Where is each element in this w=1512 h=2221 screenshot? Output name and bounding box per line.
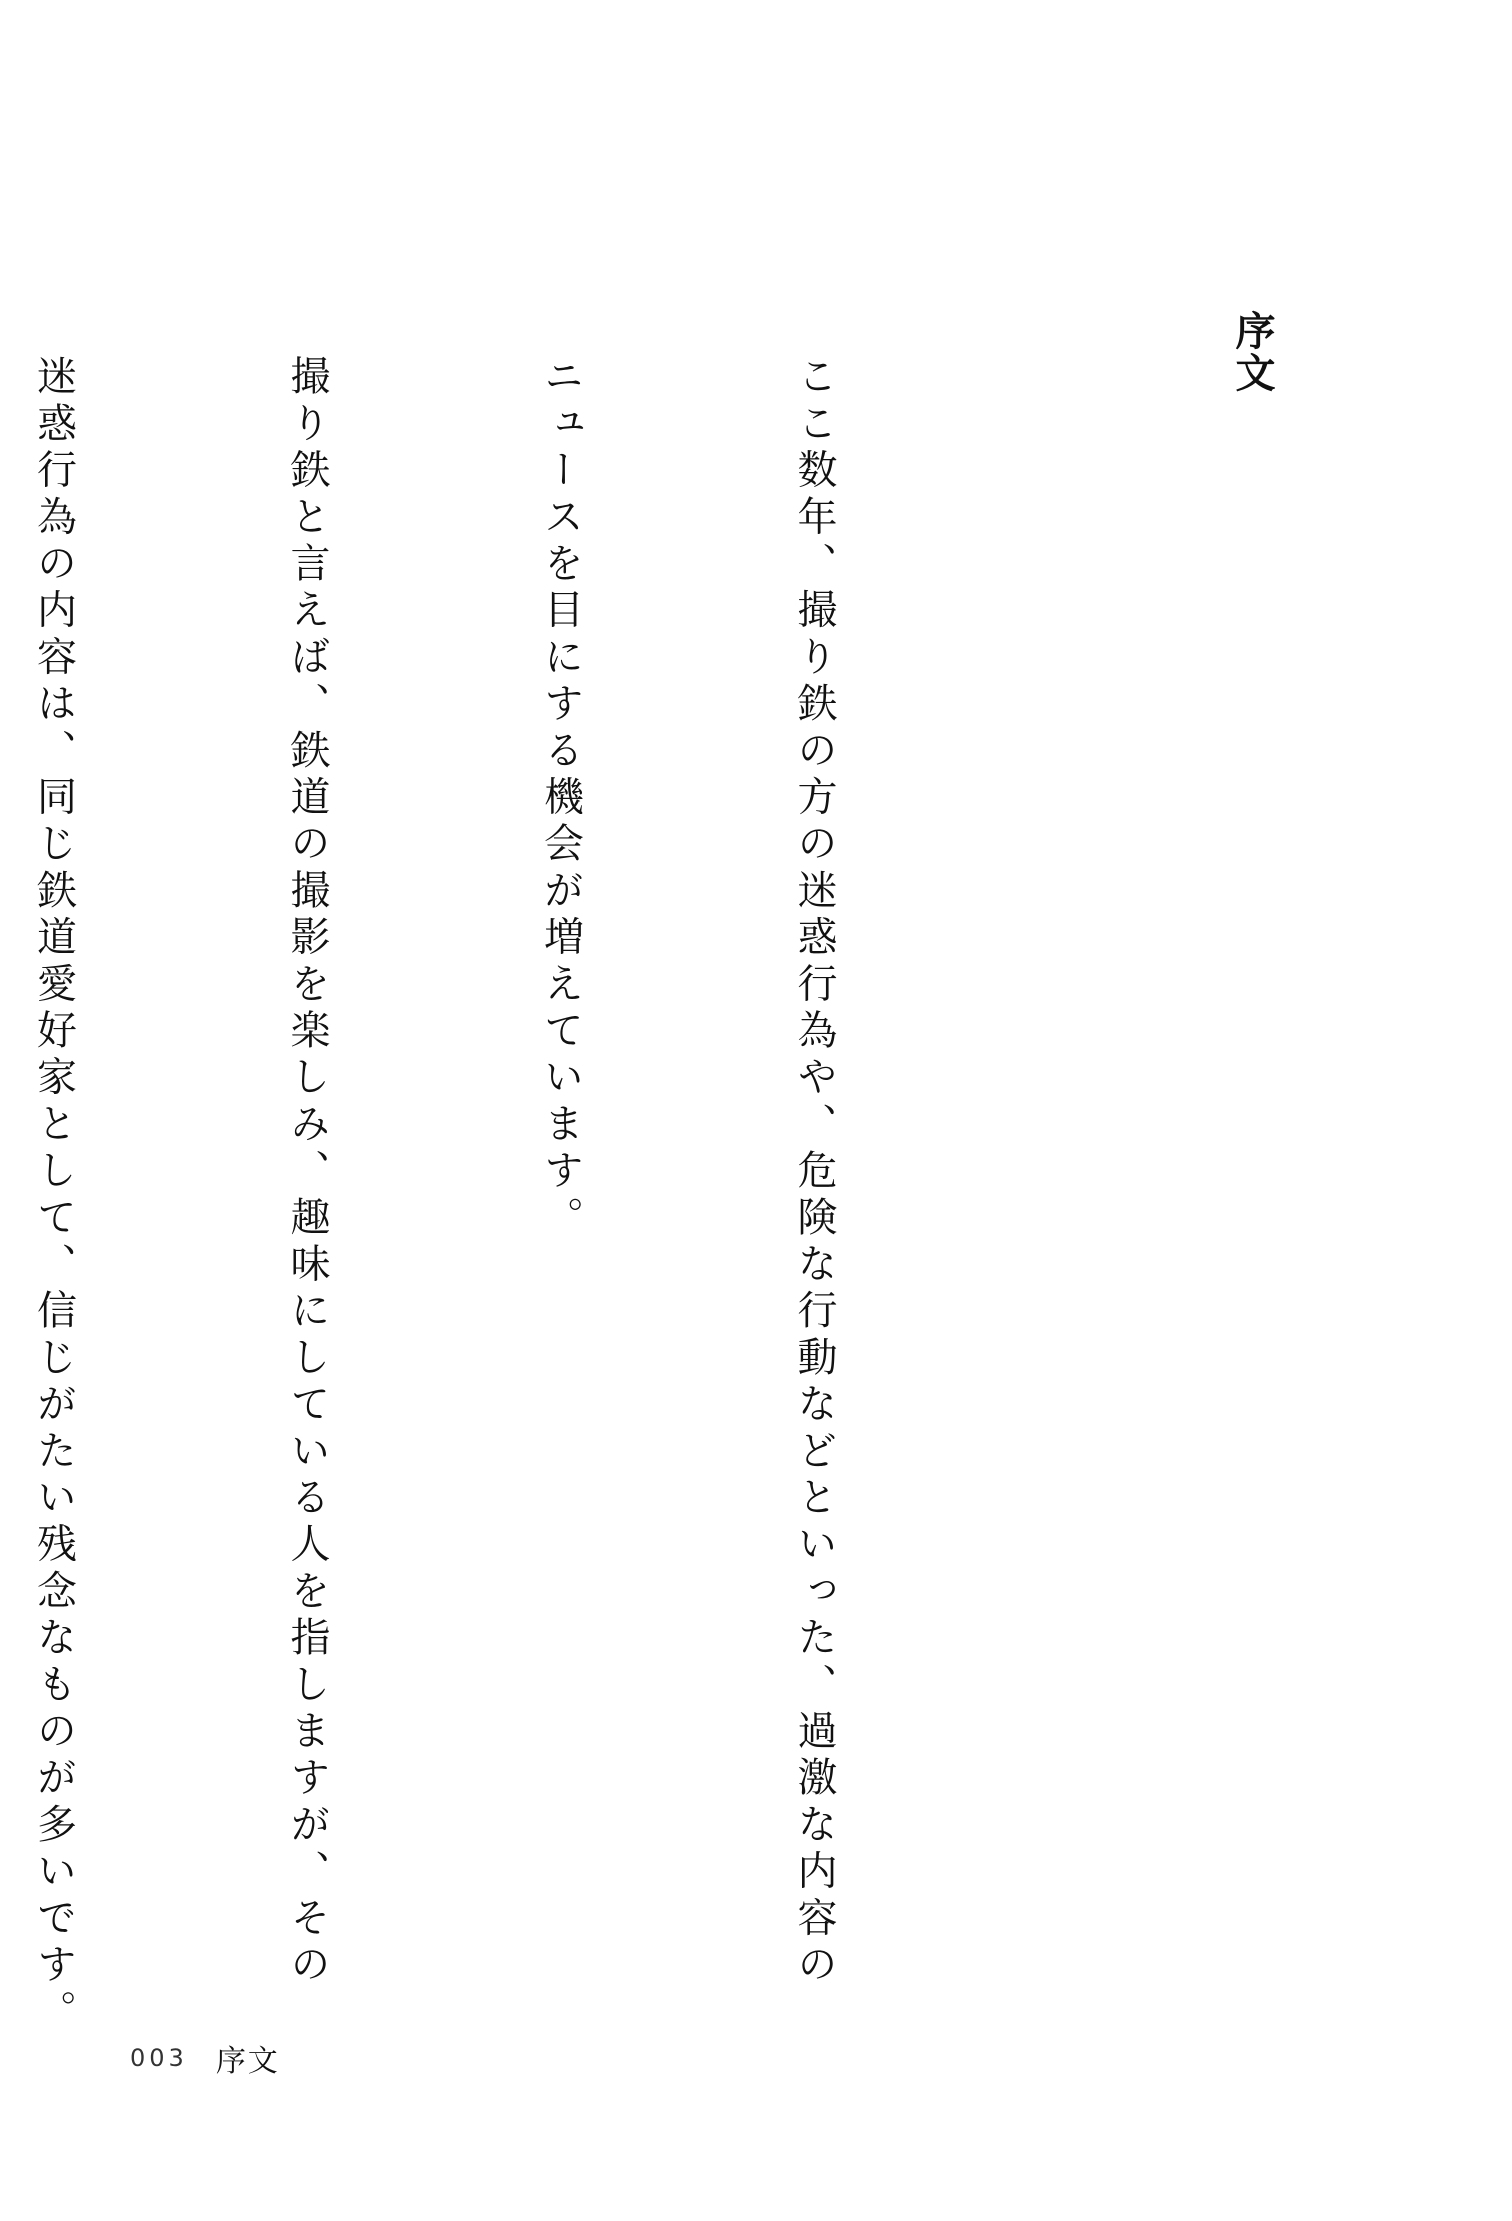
page-footer <box>130 2038 280 2078</box>
text-line: 撮り鉄と言えば、鉄道の撮影を楽しみ、趣味にしている人を指しますが、その <box>284 355 330 1990</box>
text-line: 迷惑行為の内容は、同じ鉄道愛好家として、信じがたい残念なものが多いです。 <box>30 355 77 2037</box>
body-text <box>30 355 1025 2037</box>
running-title: 序文 <box>215 2044 280 2079</box>
section-heading: 序文 <box>1229 310 1275 394</box>
text-line: ここ数年、撮り鉄の方の迷惑行為や、危険な行動などといった、過激な内容の <box>791 355 837 1990</box>
text-line: ニュースを目にする機会が増えています。 <box>537 355 584 1243</box>
page-number: 003 <box>130 2044 188 2072</box>
